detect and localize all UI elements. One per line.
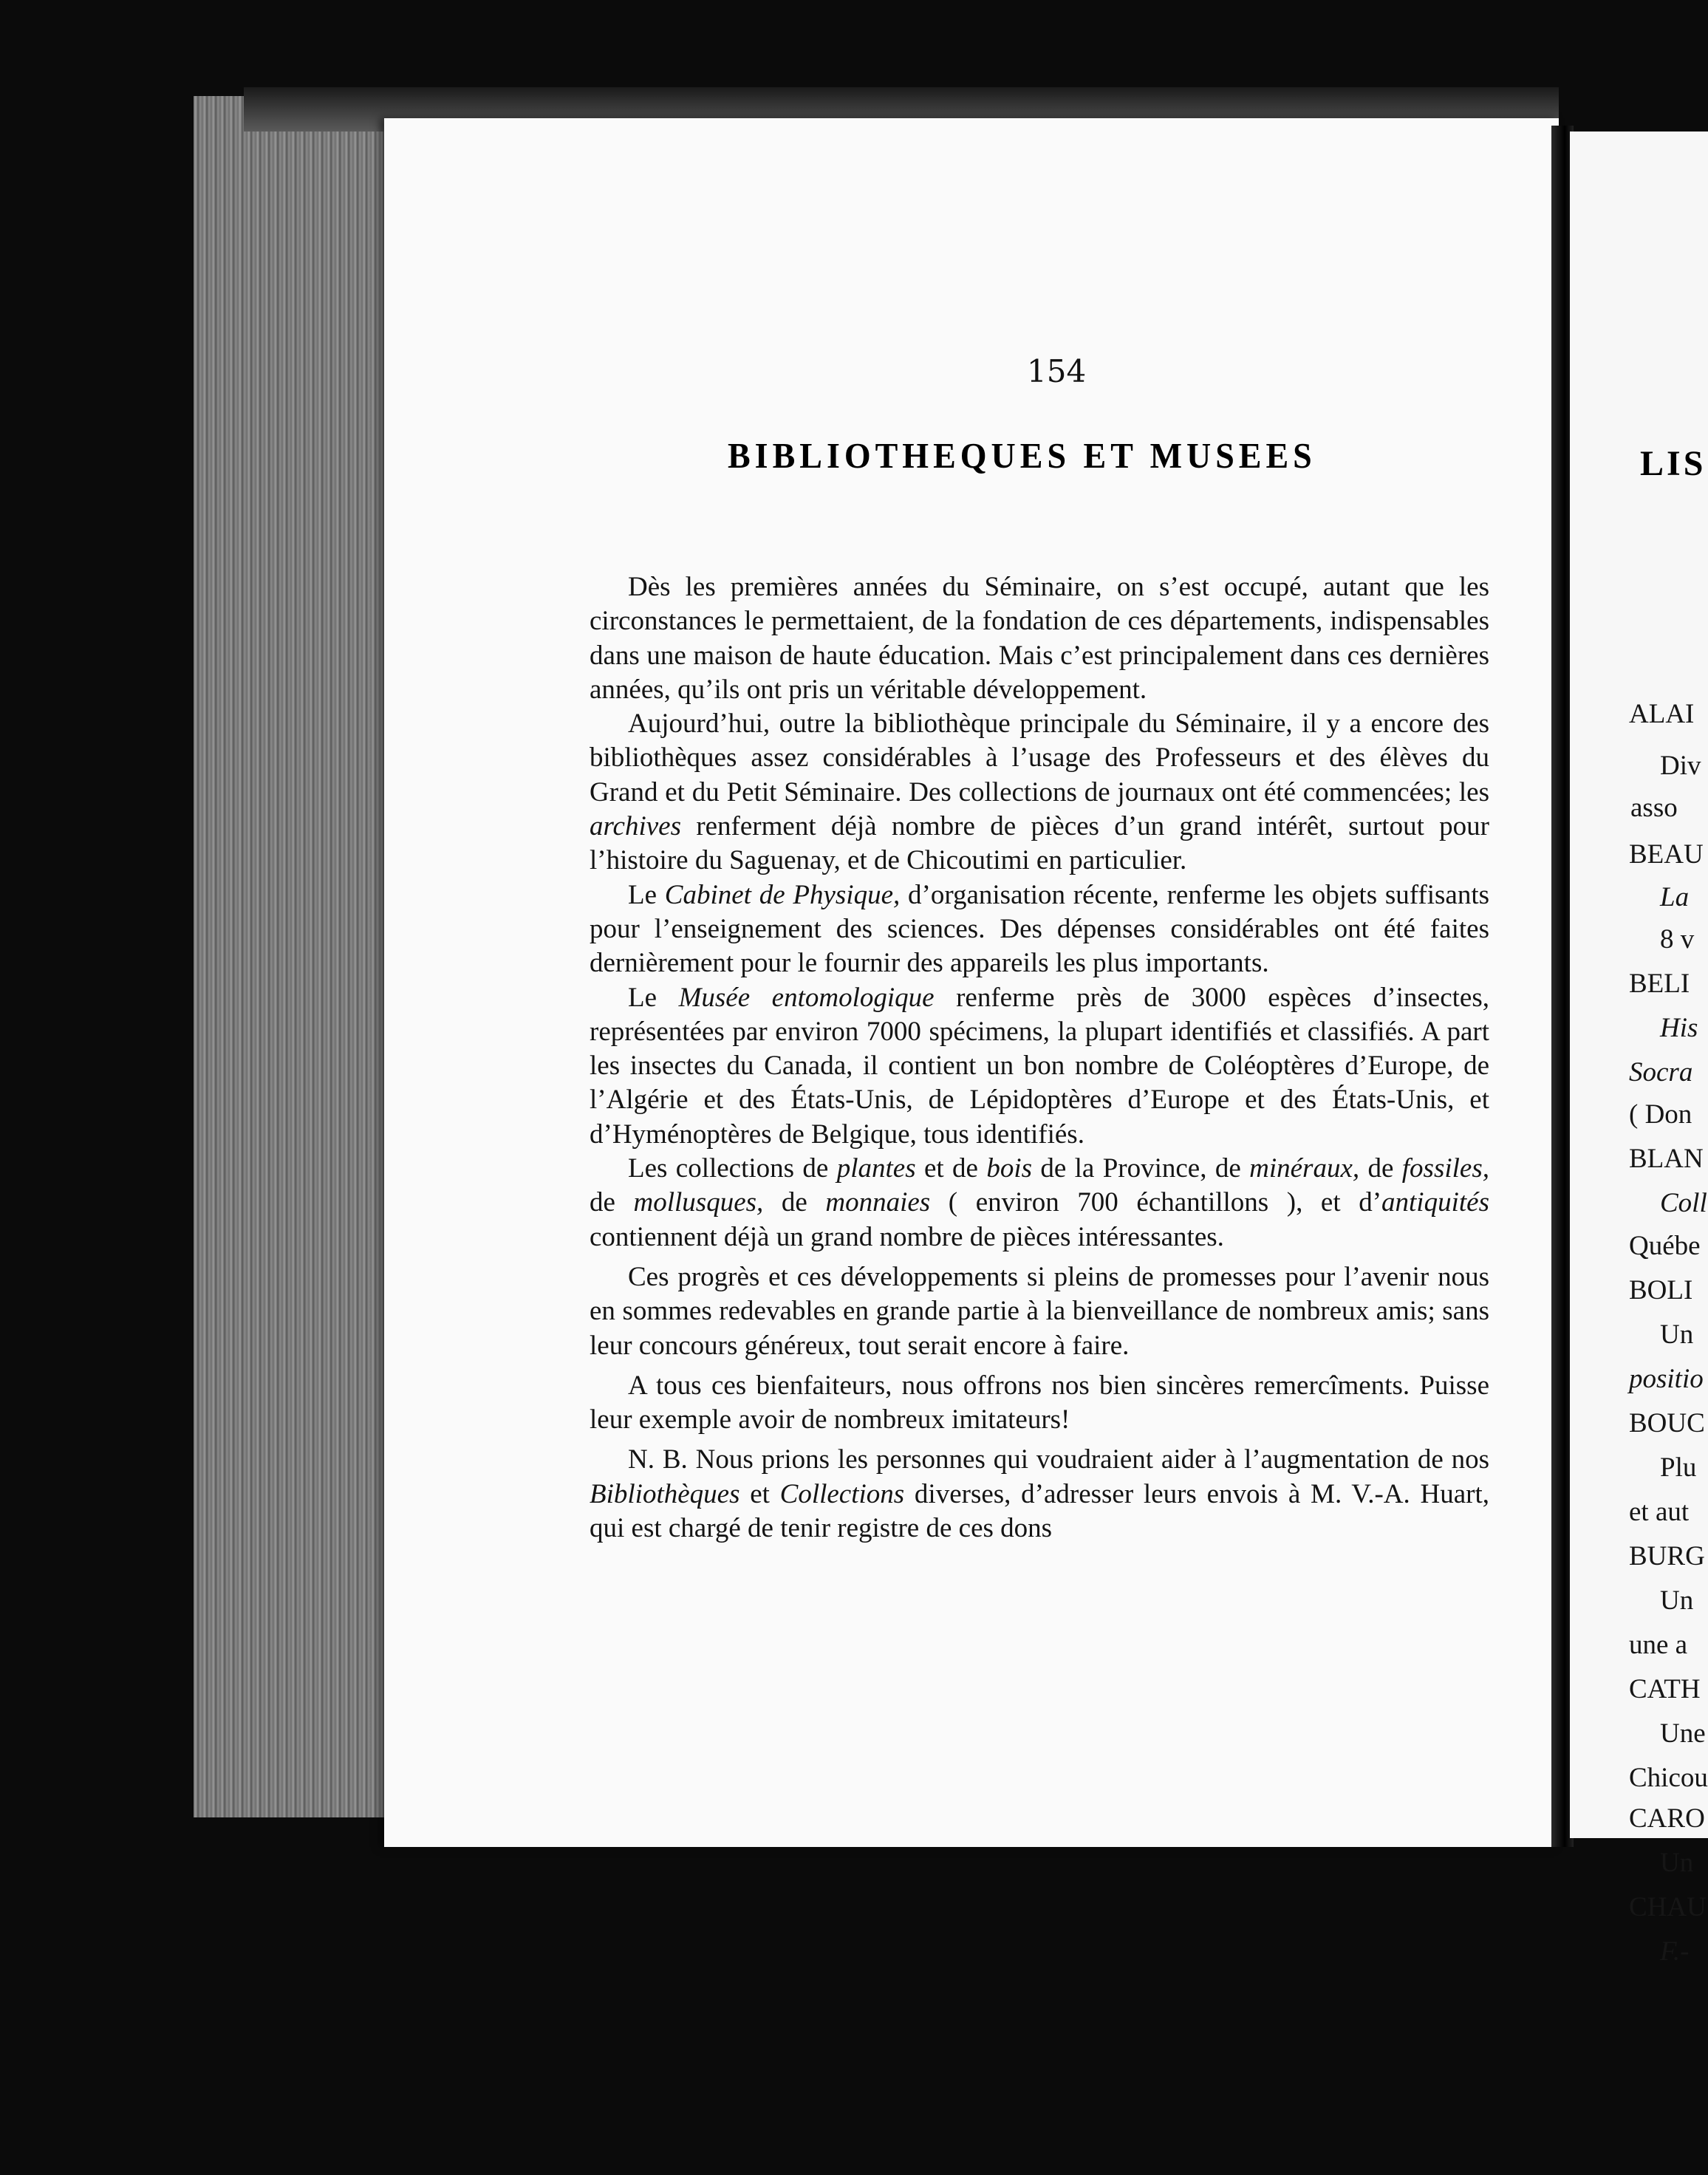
text-run: N. B. Nous prions les personnes qui voudraient aider à l’augmentation de nos <box>628 1444 1489 1475</box>
text-run: de <box>763 1187 826 1218</box>
text-run: de la Province, de <box>1032 1153 1250 1184</box>
italic-term: antiquités <box>1381 1187 1489 1218</box>
italic-term: Musée entomologique <box>678 982 935 1013</box>
text-run: de <box>590 1187 634 1218</box>
index-entry-fragment: BURG <box>1629 1541 1705 1571</box>
italic-term: plantes <box>836 1153 916 1184</box>
index-entry-fragment: Une <box>1660 1718 1706 1749</box>
italic-term: minéraux, <box>1249 1153 1360 1184</box>
index-entry-fragment: et aut <box>1629 1497 1690 1527</box>
index-entry-fragment: Québe <box>1629 1231 1701 1261</box>
index-entry-fragment: BOUC <box>1629 1408 1705 1438</box>
index-entry-fragment: Chicou <box>1629 1763 1708 1793</box>
body-text <box>590 570 1489 1546</box>
body-paragraph <box>590 1443 1489 1546</box>
body-paragraph <box>590 1369 1489 1438</box>
index-entry-fragment: BELI <box>1629 969 1690 999</box>
text-run: Les collections de <box>628 1153 837 1184</box>
body-paragraph <box>590 878 1489 981</box>
text-run: de <box>1359 1153 1402 1184</box>
text-run: Aujourd’hui, outre la bibliothèque principale du Séminaire, il y a encore des bibliothèques assez considérables à l’usage des Professeurs et des élèves du Grand et du Petit Séminaire. Des collections de journaux ont été commencées; les <box>590 709 1489 807</box>
italic-term: bois <box>986 1153 1032 1184</box>
index-entry-fragment: CHAU <box>1629 1892 1707 1922</box>
index-entry-fragment: La <box>1660 882 1690 912</box>
index-entry-fragment: Socra <box>1629 1057 1693 1088</box>
index-entry-fragment: CATH <box>1629 1674 1701 1704</box>
index-entry-fragment: Un <box>1660 1319 1694 1350</box>
text-run: renferment déjà nombre de pièces d’un grand intérêt, surtout pour l’histoire du Saguenay, et de Chicoutimi en particulier. <box>590 811 1489 876</box>
italic-term: monnaies <box>825 1187 931 1218</box>
index-entry-fragment: ALAI <box>1629 699 1695 729</box>
index-entry-fragment: Un <box>1660 1585 1694 1616</box>
index-entry-fragment: BLAN <box>1629 1144 1704 1174</box>
italic-term: Collections <box>779 1478 905 1509</box>
body-paragraph <box>590 1260 1489 1363</box>
index-entry-fragment: Div <box>1660 751 1701 781</box>
text-run: et de <box>915 1153 987 1184</box>
book-page-edges <box>194 96 406 1817</box>
italic-term: Bibliothèques <box>590 1478 740 1509</box>
index-entry-fragment: His <box>1660 1013 1698 1043</box>
index-entry-fragment: positio <box>1629 1364 1704 1394</box>
index-entry-fragment: F.- <box>1660 1936 1690 1967</box>
text-run: contiennent déjà un grand nombre de pièces intéressantes. <box>590 1221 1224 1252</box>
index-entry-fragment: Coll <box>1660 1188 1707 1218</box>
body-paragraph <box>590 981 1489 1152</box>
index-entry-fragment: CARO <box>1629 1803 1705 1834</box>
text-run: Ces progrès et ces développements si pleins de promesses pour l’avenir nous en sommes redevables en grande partie à la bienveillance de nombreux amis; sans leur concours généreux, tout serait encore à faire. <box>590 1261 1489 1361</box>
index-entry-fragment: asso <box>1630 793 1678 823</box>
index-entry-fragment: BOLI <box>1629 1275 1693 1305</box>
index-entry-fragment: BEAU <box>1629 839 1704 870</box>
index-entry-fragment: ( Don <box>1629 1099 1692 1130</box>
text-run: diverses, d’adresser leurs envois à M. V.-A. Huart, qui est chargé de tenir registre de ces dons <box>590 1478 1489 1544</box>
text-run: Le <box>628 982 679 1013</box>
italic-term: mollusques, <box>633 1187 764 1218</box>
text-run: renferme près de 3000 espèces d’insectes, représentées par environ 7000 spécimens, la plupart identifiés et classifiés. A part les insectes du Canada, il contient un bon nombre de Coléoptères d’Europe, de l’Algérie et des États-Unis, de Lépidoptères d’Europe et des États-Unis, et d’Hyménoptères de Belgique, tous identifiés. <box>590 982 1489 1150</box>
index-entry-fragment: 8 v <box>1660 924 1695 955</box>
italic-term: archives <box>590 811 681 842</box>
index-entry-fragment: Plu <box>1660 1452 1697 1483</box>
text-run: Le <box>628 879 665 910</box>
index-entry-fragment: une a <box>1629 1630 1688 1660</box>
body-paragraph <box>590 570 1489 707</box>
italic-term: fossiles, <box>1401 1153 1489 1184</box>
right-page-title-fragment: LIS <box>1640 444 1707 483</box>
text-run: et <box>739 1478 780 1509</box>
text-run: Dès les premières années du Séminaire, on s’est occupé, autant que les circonstances le permettaient, de la fondation de ces départements, indispensables dans une maison de haute éducation. Mais c’est principalement dans ces dernières années, qu’ils ont pris un véritable développement. <box>590 572 1489 705</box>
text-run: d’organisation récente, renferme les objets suffisants pour l’enseignement des sciences. Des dépenses considérables ont été faites dernièrement pour le fournir des appareils les plus importants. <box>590 879 1489 979</box>
index-entry-fragment: Un <box>1660 1848 1694 1878</box>
body-paragraph <box>590 707 1489 878</box>
text-run: A tous ces bienfaiteurs, nous offrons nos bien sincères remercîments. Puisse leur exemple avoir de nombreux imitateurs! <box>590 1370 1489 1435</box>
page-number: 154 <box>1027 353 1087 389</box>
page-title: BIBLIOTHEQUES ET MUSEES <box>728 435 1316 476</box>
italic-term: Cabinet de Physique, <box>664 879 901 910</box>
body-paragraph <box>590 1152 1489 1254</box>
text-run: ( environ 700 échantillons ), et d’ <box>930 1187 1382 1218</box>
